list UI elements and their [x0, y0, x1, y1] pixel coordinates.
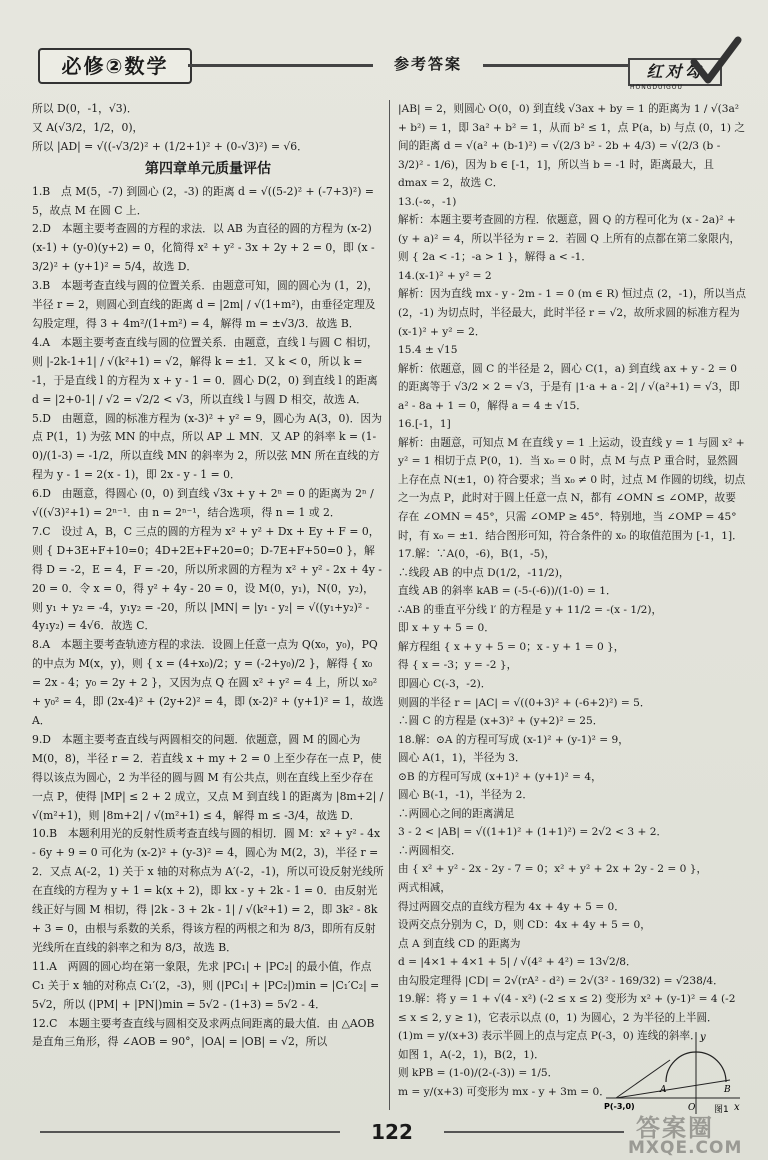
answer-item: 如图 1，A(-2，1)，B(2，1)． — [398, 1048, 545, 1061]
answer-item: 点 A 到直线 CD 的距离为 — [398, 937, 521, 950]
page-header — [28, 36, 740, 96]
answer-item: 14.(x-1)² + y² = 2 — [398, 269, 492, 282]
section-title: 参考答案 — [373, 52, 483, 76]
answer-item: 即 x + y + 5 = 0． — [398, 622, 495, 635]
answer-item: 9.D 本题主要考查直线与两圆相交的问题．依题意，圆 M 的圆心为 M(0，8)，半径 r = 2．若直线 x + my + 2 = 0 上至少存在一点 P，使得以该点为圆心，2 为半径的圆与圆 M 有公共点，则在直线上至少存在一点 P，使得 |MP| ≤ 2 + 2 成立，又点 M 到直线 l 的距离为 |8m+2| / √(m²+1)，则 |8m+2| / √(m²+1) ≤ 4，解得 m ≤ -3/4，故选 D． — [32, 732, 384, 822]
answer-item: 解方程组 { x + y + 5 = 0；x - y + 1 = 0 }， — [398, 640, 625, 653]
figure-caption: 图1 — [714, 1105, 729, 1115]
answer-item: ∴两圆相交． — [398, 844, 462, 857]
answer-item: ⊙B 的方程可写成 (x+1)² + (y+1)² = 4， — [398, 770, 602, 783]
answer-item: 设两交点分别为 C，D，则 CD：4x + 4y + 5 = 0， — [398, 919, 651, 932]
answer-item: 圆心 A(1，1)，半径为 3． — [398, 752, 526, 765]
answer-item: 解析：因为直线 mx - y - 2m - 1 = 0 (m ∈ R) 恒过点 (2，-1)，所以当点 (2，-1) 为切点时，半径最大，此时半径 r = √2，故所求圆的标准方程为 (x-1)² + y² = 2． — [398, 288, 746, 338]
origin-label: O — [688, 1103, 696, 1113]
answer-item: ∴两圆心之间的距离满足 — [398, 807, 515, 820]
answer-item: 7.C 设过 A，B，C 三点的圆的方程为 x² + y² + Dx + Ey + F = 0，则 { D+3E+F+10=0；4D+2E+F+20=0；D-7E+F+50=0 }，解得 D = -2，E = 4，F = -20，所以所求圆的方程为 x² + y² - 2x + 4y - 20 = 0．令 x = 0，得 y² + 4y - 20 = 0，设 M(0，y₁)，N(0，y₂)，则 y₁ + y₂ = -4，y₁y₂ = -20，所以 |MN| = |y₁ - y₂| = √((y₁+y₂)² - 4y₁y₂) = 4√6．故选 C． — [32, 524, 382, 633]
footer-rule-left — [40, 1131, 340, 1133]
brand-logo — [628, 40, 738, 96]
answer-item: 圆心 B(-1，-1)，半径为 2． — [398, 789, 533, 802]
answer-line: 所以 D(0，-1，√3)． — [32, 102, 138, 115]
answer-item: 4.A 本题主要考查直线与圆的位置关系．由题意，直线 l 与圆 C 相切，则 |-2k-1+1| / √(k²+1) = √2，解得 k = ±1．又 k < 0，所以 k = -1，于是直线 l 的方程为 x + y - 1 = 0．圆心 D(2，0) 到直线 l 的距离 d = |2+0-1| / √2 = √2/2 < √3，所以直线 l 与圆 D 相交，故选 A． — [32, 335, 378, 406]
answer-item: 5.D 由题意，圆的标准方程为 (x-3)² + y² = 9，圆心为 A(3，0)．因为点 P(1，1) 为弦 MN 的中点，所以 AP ⊥ MN．又 AP 的斜率 k = (1-0)/(1-3) = -1/2，所以直线 MN 的斜率为 2，所以弦 MN 所在直线的方程为 y - 1 = 2(x - 1)，即 2x - y - 1 = 0． — [32, 411, 383, 482]
answer-item: ∴AB 的垂直平分线 l′ 的方程是 y + 11/2 = -(x - 1/2)， — [398, 603, 663, 616]
answer-item: 1.B 点 M(5，-7) 到圆心 (2，-3) 的距离 d = √((5-2)² + (-7+3)²) = 5，故点 M 在圆 C 上． — [32, 184, 374, 217]
answer-item: 两式相减， — [398, 881, 451, 894]
point-b-label: B — [724, 1085, 731, 1095]
checkmark-icon — [690, 36, 742, 86]
left-column — [32, 100, 384, 1052]
axis-y-label: y — [700, 1032, 706, 1043]
answer-item: 10.B 本题利用光的反射性质考查直线与圆的相切．圆 M：x² + y² - 4x - 6y + 9 = 0 可化为 (x-2)² + (y-3)² = 4，圆心为 M(2，3)，半径 r = 2．又点 A(-2，1) 关于 x 轴的对称点为 A′(-2，-1)，所以可设反射光线所在直线的方程为 y + 1 = k(x + 2)，即 kx - y + 2k - 1 = 0．由反射光线正好与圆 M 相切，得 |2k - 3 + 2k - 1| / √(k²+1) = 2，即 3k² - 8k + 3 = 0，由根与系数的关系，得该方程的两根之和为 8/3，即所有反射光线所在直线的斜率之和为 8/3，故选 B． — [32, 827, 384, 954]
answer-item: 16.[-1，1] — [398, 418, 451, 431]
answer-item: 由勾股定理得 |CD| = 2√(rA² - d²) = 2√(3² - 169/32) = √238/4． — [398, 974, 724, 987]
answer-item: 12.C 本题主要考查直线与圆相交及求两点间距离的最大值．由 △AOB 是直角三角形，得 ∠AOB = 90°，|OA| = |OB| = √2，所以 — [32, 1016, 375, 1049]
answer-item: 由 { x² + y² - 2x - 2y - 7 = 0；x² + y² + 2x + 2y - 2 = 0 }， — [398, 863, 708, 876]
answer-item: 直线 AB 的斜率 kAB = (-5-(-6))/(1-0) = 1． — [398, 585, 617, 598]
answer-item: 得 { x = -3；y = -2 }， — [398, 659, 518, 672]
point-p-label: P(-3,0) — [604, 1102, 635, 1111]
axis-x-label: x — [734, 1102, 740, 1113]
brand-name: 红对勾 — [628, 58, 722, 86]
answer-item: 15.4 ± √15 — [398, 344, 458, 357]
answer-item: ∴线段 AB 的中点 D(1/2，-11/2)， — [398, 566, 570, 579]
answer-item: 3 - 2 < |AB| = √((1+1)² + (1+1)²) = 2√2 < 3 + 2． — [398, 826, 668, 839]
left-answers — [32, 183, 384, 1053]
answer-item: 则圆的半径 r = |AC| = √((0+3)² + (-6+2)²) = 5． — [398, 696, 651, 709]
page-number: 122 — [371, 1120, 413, 1144]
answer-item: 6.D 由题意，得圆心 (0，0) 到直线 √3x + y + 2ⁿ = 0 的距离为 2ⁿ / √((√3)²+1) = 2ⁿ⁻¹．由 n = 2ⁿ⁻¹，结合选项，得 n = 1 或 2． — [32, 487, 374, 520]
answer-item: d = |4×1 + 4×1 + 5| / √(4² + 4²) = 13√2/8． — [398, 956, 637, 969]
answer-item: 则 kPB = (1-0)/(2-(-3)) = 1/5． — [398, 1067, 559, 1080]
answer-item: 17.解：∵A(0，-6)，B(1，-5)， — [398, 548, 556, 561]
answer-item: 得过两圆交点的直线方程为 4x + 4y + 5 = 0． — [398, 900, 625, 913]
answer-item: 解析：依题意，圆 C 的半径是 2，圆心 C(1，a) 到直线 ax + y - 2 = 0 的距离等于 √3/2 × 2 = √3，于是有 |1·a + a - 2| / √(a²+1) = √3，即 a² - 8a + 1 = 0，解得 a = 4 ± √15． — [398, 362, 740, 412]
column-divider — [389, 100, 390, 1110]
answer-item: 解析：由题意，可知点 M 在直线 y = 1 上运动，设直线 y = 1 与圆 x² + y² = 1 相切于点 P(0，1)．当 x₀ = 0 时，点 M 与点 P 重合时，显然圆上存在点 N(±1，0) 符合要求；当 x₀ ≠ 0 时，过点 M 作圆的切线，切点之一为点 P，此时对于圆上任意一点 N，都有 ∠OMN ≤ ∠OMP，故要存在 ∠OMN = 45°，只需 ∠OMP ≥ 45°．特别地，当 ∠OMP = 45° 时，有 x₀ = ±1．结合图形可知，符合条件的 x₀ 的取值范围为 [-1，1]． — [398, 436, 746, 542]
answer-item: 解析：本题主要考查圆的方程．依题意，圆 Q 的方程可化为 (x - 2a)² + (y + a)² = 4，所以半径为 r = 2．若圆 Q 上所有的点都在第二象限内，则 { 2a < -1；-a > 1 }，解得 a < -1． — [398, 214, 741, 264]
subject-title: 必修②数学 — [38, 48, 192, 84]
figure-1 — [604, 1030, 744, 1115]
answer-item: 即圆心 C(-3，-2)． — [398, 677, 492, 690]
brand-subtitle: HONGDUIGOU — [630, 84, 683, 91]
answer-item: 3.B 本题考查直线与圆的位置关系．由题意可知，圆的圆心为 (1，2)，半径 r = 2，则圆心到直线的距离 d = |2m| / √(1+m²)，由垂径定理及勾股定理，得 3 + 4m²/(1+m²) = 4，解得 m = ±√3/3．故选 B． — [32, 279, 379, 330]
answer-item: 8.A 本题主要考查轨迹方程的求法．设圆上任意一点为 Q(x₀，y₀)，PQ 的中点为 M(x，y)，则 { x = (4+x₀)/2；y = (-2+y₀)/2 }，解得 { x₀ = 2x - 4；y₀ = 2y + 2 }，又因为点 Q 在圆 x² + y² = 4 上，所以 x₀² + y₀² = 4，即 (2x-4)² + (2y+2)² = 4，即 (x-2)² + (y+1)² = 1，故选 A． — [32, 638, 384, 727]
right-column — [398, 100, 746, 1102]
answer-line: 又 A(√3/2，1/2，0)， — [32, 120, 144, 134]
site-watermark — [628, 1108, 758, 1158]
left-top-lines — [32, 100, 384, 157]
answer-item: ∴圆 C 的方程是 (x+3)² + (y+2)² = 25． — [398, 715, 604, 728]
answer-item: 11.A 两圆的圆心均在第一象限，先求 |PC₁| + |PC₂| 的最小值，作点 C₁ 关于 x 轴的对称点 C₁′(2，-3)，则 (|PC₁| + |PC₂|)min = |C₁′C₂| = 5√2，所以 (|PM| + |PN|)min = 5√2 - (1+3) = 5√2 - 4． — [32, 959, 380, 1011]
chapter-heading: 第四章单元质量评估 — [145, 160, 271, 177]
answer-item: 2.D 本题主要考查圆的方程的求法．以 AB 为直径的圆的方程为 (x-2)(x-1) + (y-0)(y+2) = 0，化简得 x² + y² - 3x + 2y + 2 = 0，即 (x - 3/2)² + (y+1)² = 5/4，故选 D． — [32, 222, 375, 274]
answer-item: (1)m = y/(x+3) 表示半圆上的点与定点 P(-3，0) 连线的斜率． — [398, 1030, 701, 1043]
answer-item: m = y/(x+3) 可变形为 mx - y + 3m = 0． — [398, 1085, 610, 1098]
answer-item: 18.解：⊙A 的方程可写成 (x-1)² + (y-1)² = 9， — [398, 733, 629, 746]
answer-item: 13.(-∞，-1) — [398, 195, 457, 208]
answer-item: 19.解：将 y = 1 + √(4 - x²) (-2 ≤ x ≤ 2) 变形为 x² + (y-1)² = 4 (-2 ≤ x ≤ 2, y ≥ 1)，它表示以点 (0，1) 为圆心，2 为半径的上半圆． — [398, 993, 736, 1024]
footer-rule-right — [444, 1131, 624, 1133]
right-answers — [398, 100, 746, 1102]
answer-item: |AB| = 2，则圆心 O(0，0) 到直线 √3ax + by = 1 的距离为 1 / √(3a² + b²) = 1，即 3a² + b² = 1，从而 b² ≤ 1，点 P(a，b) 与点 (0，1) 之间的距离 d = √(a² + (b-1)²) = √(2/3 b² - 2b + 4/3) = √(2/3 (b - 3/2)² - 1/6)，因为 b ∈ [-1，1]，所以当 b = -1 时，距离最大，且 dmax = 2，故选 C． — [398, 103, 745, 190]
watermark-url: MXQE.COM — [628, 1138, 743, 1158]
answer-line: 所以 |AD| = √((-√3/2)² + (1/2+1)² + (0-√3)²) = √6． — [32, 139, 308, 153]
point-a-label: A — [660, 1085, 667, 1095]
watermark-logo-text: 答案圈 — [636, 1114, 714, 1142]
